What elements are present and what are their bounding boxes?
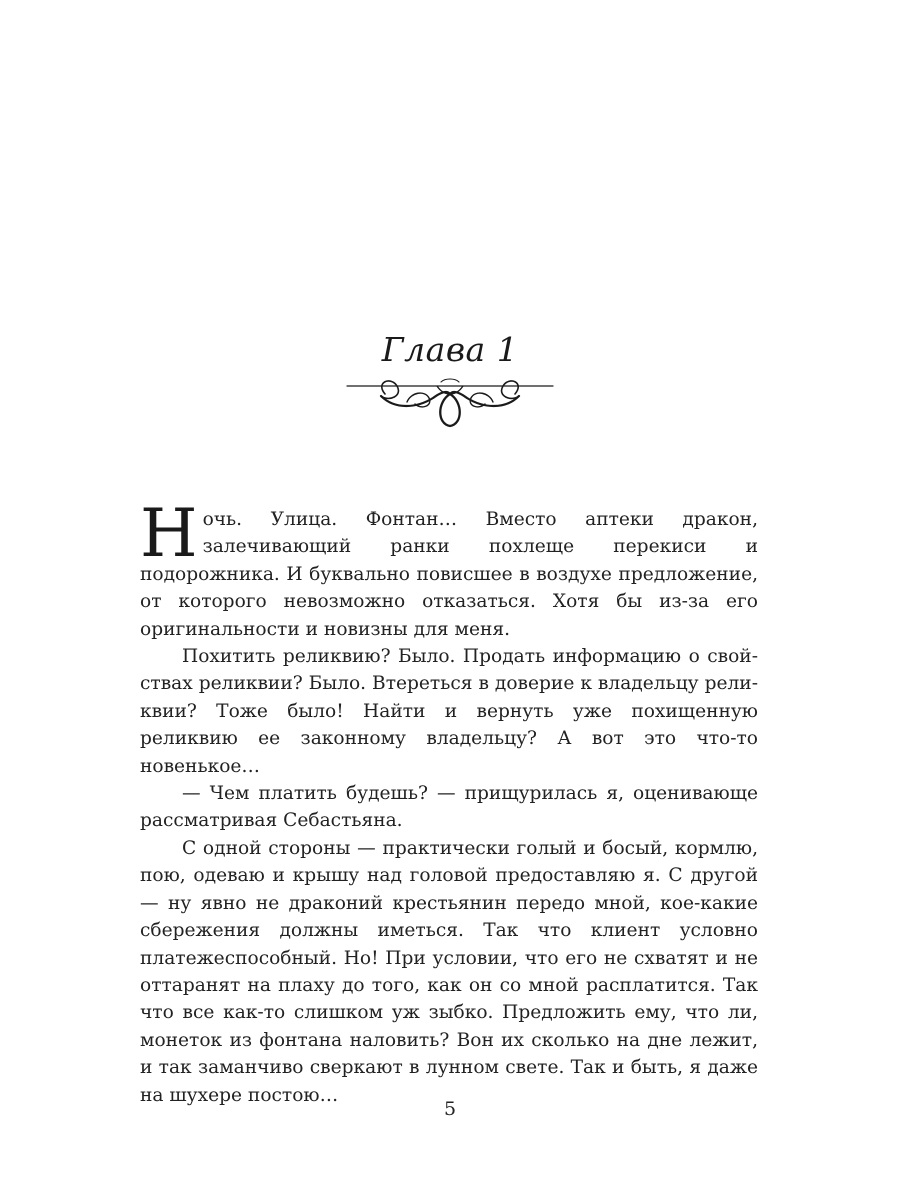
paragraph-4: С одной стороны — практически голый и босый, кормлю, пою, одеваю и крышу над головой предоставляю я. С другой — ну явно не драконий крестьянин передо мной, кое-какие сбережения должны иметься. Так что клиент условно платежеспособный. Но! При условии, что его не схватят и не оттаранят на плаху до того, как он со мной расплатится. Так что все как-то слишком уж зыбко. Предложить ему, что ли, монеток из фонтана наловить? Вон их сколько на дне лежит, и так заманчиво сверкают в лунном свете. Так и быть, я даже на шухере постою… [140, 837, 758, 1106]
paragraph-1 [140, 495, 758, 643]
paragraph-3: — Чем платить будешь? — прищурилась я, оценивающе рассматривая Себастьяна. [140, 783, 758, 832]
chapter-title: Глава 1 [381, 330, 519, 369]
drop-cap: Н [140, 495, 198, 572]
flourish-divider-icon [345, 372, 555, 434]
paragraph-2: Похитить реликвию? Было. Продать информацию о свойствах реликвии? Было. Втереться в доверие к владельцу реликвии? Тоже было! Найти и вернуть уже похищенную реликвию ее законному владельцу? А вот это что-то новенькое… [140, 646, 758, 777]
chapter-body [140, 495, 758, 1109]
paragraph-1-text: очь. Улица. Фонтан… Вместо аптеки дракон, залечивающий ранки похлеще перекиси и подорожника. И буквально повисшее в воздухе предложение, от которого невозможно отказаться. Хотя бы из-за его оригинальности и новизны для меня. [140, 509, 758, 640]
page-number: 5 [443, 1098, 457, 1120]
